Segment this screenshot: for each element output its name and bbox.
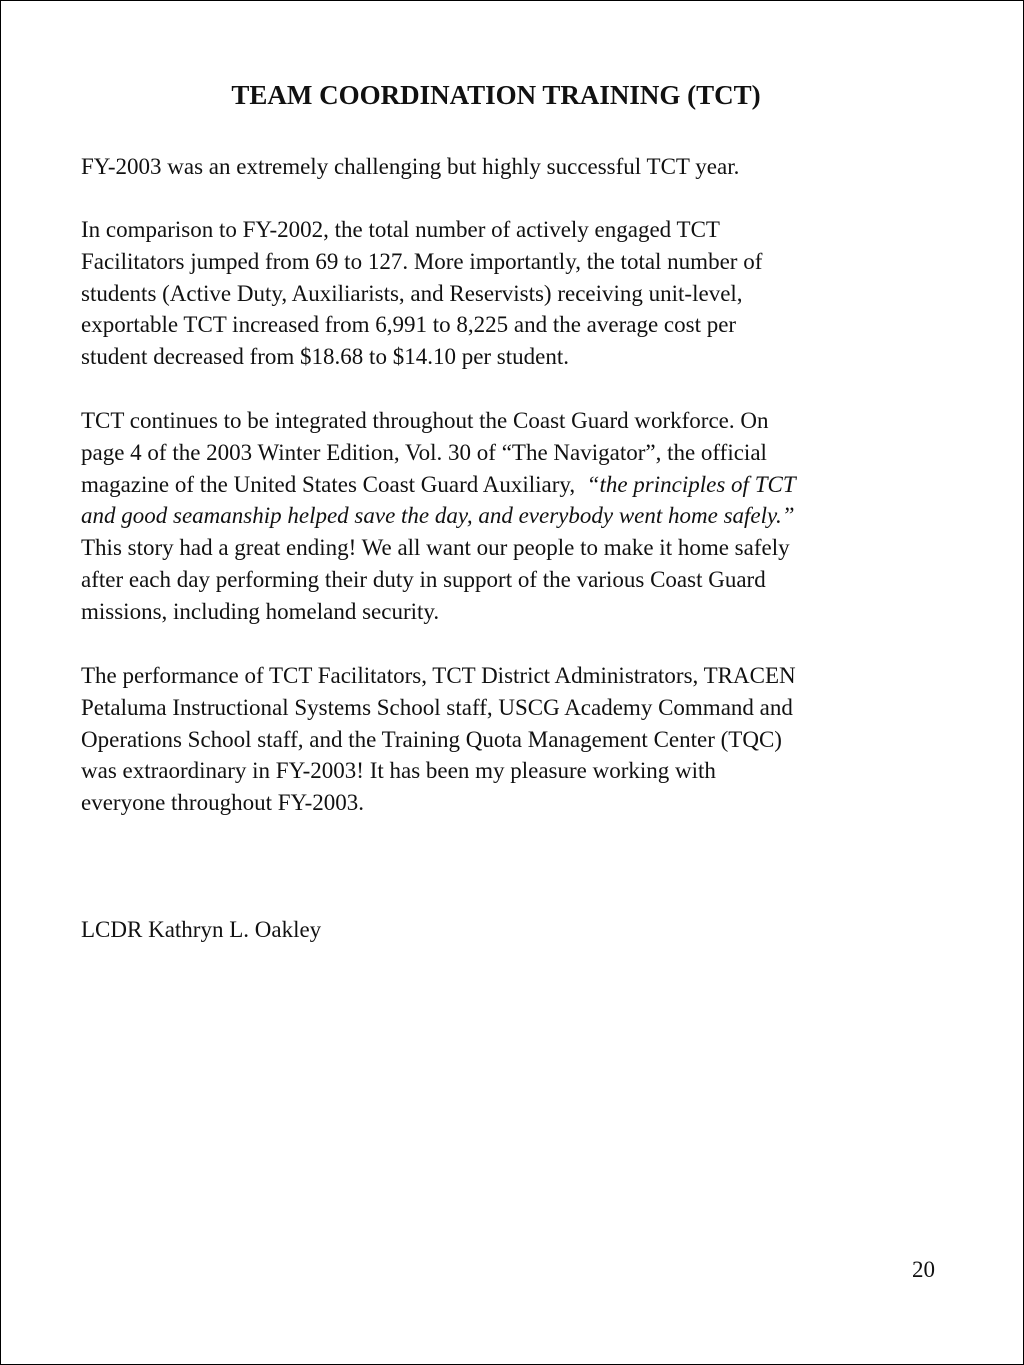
text-line: page 4 of the 2003 Winter Edition, Vol. 30 of “The Navigator”, the official [81, 439, 767, 465]
text-line: was extraordinary in FY-2003! It has been my pleasure working with [81, 758, 716, 784]
text-line: The performance of TCT Facilitators, TCT District Administrators, TRACEN [81, 663, 796, 688]
quote-text: and good seamanship helped save the day, and everybody went home safely.” [81, 503, 795, 529]
text-line: In comparison to FY-2002, the total number of actively engaged TCT [81, 217, 720, 242]
text-line: TCT continues to be integrated throughout the Coast Guard workforce. On [81, 408, 769, 433]
text-line: exportable TCT increased from 6,991 to 8,225 and the average cost per [81, 312, 737, 338]
text-line: missions, including homeland security. [81, 598, 440, 624]
page-number: 20 [912, 1257, 935, 1282]
text-line [81, 469, 931, 501]
text-line: Facilitators jumped from 69 to 127. More importantly, the total number of [81, 248, 763, 274]
text-line: Operations School staff, and the Training Quota Management Center (TQC) [81, 726, 782, 752]
paragraph-statistics [81, 214, 931, 373]
text-line: FY-2003 was an extremely challenging but highly successful TCT year. [81, 154, 740, 179]
text-line: Petaluma Instructional Systems School staff, USCG Academy Command and [81, 694, 793, 720]
page-title: TEAM COORDINATION TRAINING (TCT) [231, 80, 761, 110]
quote-text: “the principles of TCT [586, 471, 796, 497]
signature: LCDR Kathryn L. Oakley [81, 917, 322, 942]
text-line: student decreased from $18.68 to $14.10 per student. [81, 344, 569, 370]
paragraph-intro [81, 151, 931, 183]
text-segment: magazine of the United States Coast Guard Auxiliary, [81, 471, 587, 497]
paragraph-performance [81, 660, 931, 819]
paragraph-navigator-story [81, 405, 931, 628]
text-line: everyone throughout FY-2003. [81, 790, 364, 816]
text-line: students (Active Duty, Auxiliarists, and Reservists) receiving unit-level, [81, 280, 743, 306]
text-line: This story had a great ending! We all want our people to make it home safely [81, 535, 790, 561]
text-line: after each day performing their duty in support of the various Coast Guard [81, 566, 766, 592]
